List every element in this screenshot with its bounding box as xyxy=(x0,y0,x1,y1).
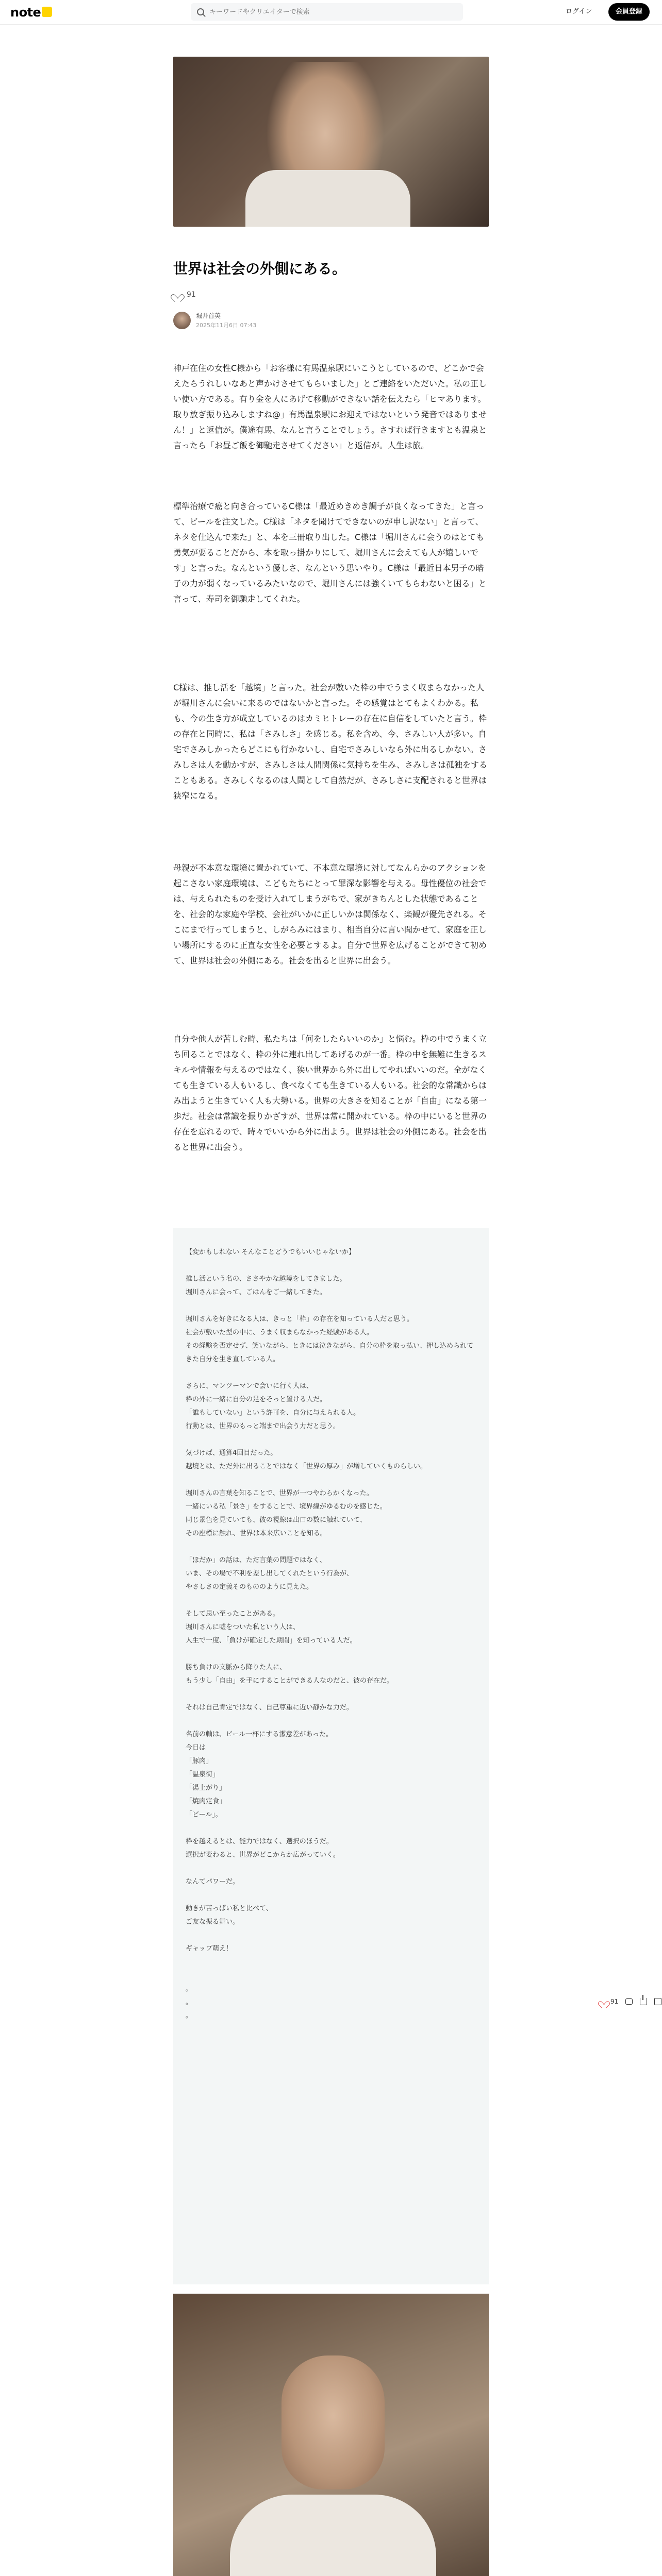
quote-line: やさしさの定義そのもののように見えた。 xyxy=(186,1583,313,1591)
avatar[interactable] xyxy=(173,312,191,329)
quote-line: 枠を越えるとは、能力ではなく、選択のほうだ。 xyxy=(186,1838,333,1845)
more-icon[interactable] xyxy=(654,1998,661,2005)
hero-sweater xyxy=(245,170,410,227)
paragraph: 母親が不本意な環境に置かれていて、不本意な環境に対してなんらかのアクションを起こさない家庭環境は、こどもたちにとって罪深な影響を与える。母性優位の社会では、与えられたものを受け入れてしまうがちで、家がきちんとした状態であることを、社会的な家庭や学校、会社がいかに正しいかは関係なく、楽観が優先される。そこにまで行ってしまうと、しがらみにはまり、相当自分に言い聞かせて、家庭を正しい場所にするのに正直な女性を必要とするよ。自分で世界を広げることができて初めて、世界は社会の外側にある。社会を出ると世界に出会う。 xyxy=(173,863,487,965)
quote-line xyxy=(186,1540,476,1554)
quote-line: 気づけば、通算4回目だった。 xyxy=(186,1449,277,1457)
quote-line: 【変かもしれない そんなことどうでもいいじゃないか】 xyxy=(186,1248,356,1256)
site-header xyxy=(0,0,662,25)
quote-line: さらに、マンツーマンで会いに行く人は、 xyxy=(186,1382,313,1390)
quote-line xyxy=(186,1473,476,1487)
quote-line: そして思い至ったことがある。 xyxy=(186,1610,280,1618)
quote-line xyxy=(186,1956,476,1969)
quote-line xyxy=(186,1259,476,1273)
quote-line: 「ほだか」の話は、ただ言葉の問題ではなく、 xyxy=(186,1556,326,1564)
paragraph: 神戸在住の女性C様から「お客様に有馬温泉駅にいこうとしているので、どこかで会えたらうれしいなあと声かけさせてもらいました」とご連絡をいただいた。私の正しい使い方である。有り金を人にあげて移動ができない話を伝えたら「ヒマあります。取り放ぎ振り込みしますね@」有馬温泉駅にお迎えではないという発音ではありません！」と返信が。僕途有馬、なんと言うことでしょう。さすれば行きますとも温泉と言ったら「お昼ご飯を御馳走させてください」と返信が。人生は旅。 xyxy=(173,363,487,450)
hero-image xyxy=(173,57,489,227)
quote-line xyxy=(186,1433,476,1447)
quote-line: 「誰もしていない」という許可を、自分に与えられる人。 xyxy=(186,1409,360,1417)
login-link[interactable]: ログイン xyxy=(566,8,592,15)
quote-line xyxy=(186,1366,476,1380)
quote-line: 堀川さんに嘘をついた私という人は、 xyxy=(186,1623,300,1631)
photo-face xyxy=(282,2355,385,2489)
article-photo xyxy=(173,2294,489,2576)
quote-line xyxy=(186,1688,476,1701)
note-logo[interactable] xyxy=(10,5,52,20)
quote-line: 堀川さんの言葉を知ることで、世界が一つやわらかくなった。 xyxy=(186,1489,373,1497)
paragraph: 自分や他人が苦しむ時、私たちは「何をしたらいいのか」と悩む。枠の中でうまく立ち回ることではなく、枠の外に連れ出してあげるのが一番。枠の中を無難に生きるスキルや情報を与えるのではなく、狭い世界から外に出してやればいいのだ。全がなくても生きている人もいるし、食べなくても生きている人もいる。社会的な常識からはみ出ようと生きていく人も大勢いる。世界の大きさを知ることが「自由」になる第一歩だ。社会は常識を振りかざすが、世界は常に開かれている。枠の中にいると世界の存在を忘れるので、時々でいいから外に出よう。世界は社会の外側にある。社会を出ると世界に出会う。 xyxy=(173,1034,487,1152)
quote-line: なんてパワーだ。 xyxy=(186,1878,240,1886)
quote-line: 「温泉街」 xyxy=(186,1771,220,1778)
like-count: 91 xyxy=(187,291,196,299)
quote-line xyxy=(186,1862,476,1875)
quote-line: 堀川さんを好きになる人は、きっと「枠」の存在を知っている人だと思う。 xyxy=(186,1315,414,1323)
quote-line: 枠の外に一緒に自分の足をそっと置ける人だ。 xyxy=(186,1396,327,1403)
quote-line: いま、その場で不利を差し出してくれたという行為が、 xyxy=(186,1570,354,1578)
quote-line: それは自己肯定ではなく、自己尊重に近い静かな力だ。 xyxy=(186,1704,353,1711)
search-icon xyxy=(197,8,204,15)
quote-line: 「湯上がり」 xyxy=(186,1784,226,1792)
paragraph: 標準治療で癌と向き合っているC様は「最近めきめき調子が良くなってきた」と言って、ビールを注文した。C様は「ネタを聞けてできないのが申し訳ない」と言って、ネタを仕込んで来た」と、本を三冊取り出した。C様は「堀川さんに会うのはとても勇気が要ることだから、本を取っ掛かりにして、堀川さんに会えても人が嬉しいです」と言った。なんという優しさ、なんという思いやり。C様は「最近日本男子の暗子の力が弱くなっているみたいなので、堀川さんには強くいてもらわないと困る」と言って、寿司を御馳走してくれた。 xyxy=(173,501,487,604)
heart-icon[interactable] xyxy=(600,1998,607,2005)
quote-line xyxy=(186,1648,476,1661)
quote-line: 。 xyxy=(186,2012,193,2020)
quote-line xyxy=(186,1889,476,1902)
quote-line: ご友な振る舞い。 xyxy=(186,1918,240,1926)
quote-line xyxy=(186,1715,476,1728)
quote-line xyxy=(186,1594,476,1607)
quote-line: 「焼肉定食」 xyxy=(186,1798,226,1805)
quote-line xyxy=(186,1299,476,1313)
quote-line: 「ビール」。 xyxy=(186,1811,222,1819)
search-input[interactable] xyxy=(209,8,457,16)
quote-line xyxy=(186,1929,476,1942)
quote-line: 名前の軸は、ビール一杯にする潔意差があった。 xyxy=(186,1731,333,1738)
quote-line: その経験を否定せず、笑いながら、ときには泣きながら、自分の枠を取っ払い、押し込められてきた自分を生き直している人。 xyxy=(186,1342,473,1363)
article-title: 世界は社会の外側にある。 xyxy=(173,260,347,277)
quote-line xyxy=(186,1969,476,1982)
quote-line: ギャップ萌え！ xyxy=(186,1945,233,1953)
quote-line: 選択が変わると、世界がどこからか広がっていく。 xyxy=(186,1851,340,1859)
quote-block xyxy=(173,1228,489,2284)
quote-line: 行動とは、世界のもっと端まで出会う力だと思う。 xyxy=(186,1422,340,1430)
side-actions xyxy=(600,1998,661,2005)
side-like-count: 91 xyxy=(610,1998,619,2005)
logo-badge-icon xyxy=(42,7,52,17)
quote-line: 勝ち負けの文脈から降りた人に、 xyxy=(186,1664,287,1671)
quote-line: もう少し「自由」を手にすることができる人なのだと、彼の存在だ。 xyxy=(186,1677,394,1685)
quote-line: その座標に触れ、世界は本来広いことを知る。 xyxy=(186,1530,327,1537)
quote-line: 一緒にいる私「景さ」をすることで、境界線がゆるむのを感じた。 xyxy=(186,1503,387,1511)
quote-line: 動きが苦っぱい私と比べて、 xyxy=(186,1905,273,1912)
comment-icon[interactable] xyxy=(625,1998,633,2005)
paragraph: C様は、推し活を「越境」と言った。社会が敷いた枠の中でうまく収まらなかった人が堀川さんに会いに来るのではないかと言った。その感覚はとてもよくわかる。私も、今の生き方が成立しているのはカミヒトレーの存在に自信をしていたと言う。枠の存在と同時に、私は「さみしさ」を感じる。私を含め、今、さみしい人が多い。自宅でさみしかったらどこにも行かないし、自宅でさみしいなら外に出るしかない。さみしさは人を動かすが、さみしさは人間関係に気持ちを生み、さみしさは孤独をすることもある。さみしくなるのは人間として自然だが、さみしさに支配されると世界は狭窄になる。 xyxy=(173,683,487,801)
quote-line: 堀川さんに会って、ごはんをご一緒してきた。 xyxy=(186,1289,326,1296)
quote-line: 今日は xyxy=(186,1744,206,1752)
quote-line: 「豚肉」 xyxy=(186,1757,213,1765)
side-like[interactable] xyxy=(600,1998,618,2005)
author-block[interactable] xyxy=(173,311,256,329)
quote-line: 推し活という名の、ささやかな越境をしてきました。 xyxy=(186,1275,346,1283)
signup-button[interactable]: 会員登録 xyxy=(608,3,650,21)
quote-line: 同じ景色を見ていても、彼の視線は出口の数に触れていて、 xyxy=(186,1516,367,1524)
quote-line: 社会が敷いた型の中に、うまく収まらなかった経験がある人。 xyxy=(186,1329,374,1336)
author-name[interactable]: 堀井首英 xyxy=(196,312,221,319)
share-icon[interactable] xyxy=(640,1998,647,2005)
publish-date: 2025年11月6日 07:43 xyxy=(196,322,257,329)
quote-line: 。 xyxy=(186,1985,193,1993)
quote-line: 人生で一度、「負けが確定した期間」を知っている人だ。 xyxy=(186,1637,357,1645)
quote-line: 越境とは、ただ外に出ることではなく「世界の厚み」が増していくものらしい。 xyxy=(186,1463,427,1470)
quote-line: 。 xyxy=(186,1998,193,2006)
search-bar[interactable] xyxy=(191,3,463,21)
like-row[interactable] xyxy=(173,291,196,299)
logo-text: note xyxy=(10,5,41,20)
photo-sweater xyxy=(230,2495,436,2576)
quote-line xyxy=(186,1822,476,1835)
heart-icon[interactable] xyxy=(173,291,181,298)
